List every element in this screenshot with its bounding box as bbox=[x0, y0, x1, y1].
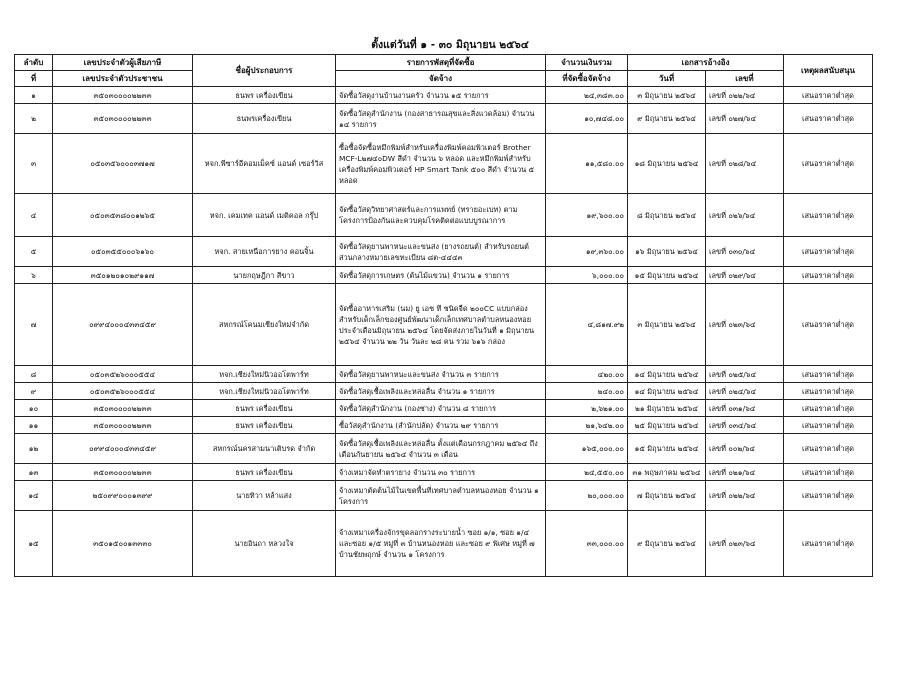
row-vendor-name: สหกรณ์นครสามนาเติบรด จำกัด bbox=[193, 434, 336, 464]
header-row-2 bbox=[15, 71, 873, 87]
row-vendor-name: ธนพร เครื่องเขียน bbox=[193, 464, 336, 481]
row-vendor-name: หจก.เชียงใหม่นิวออโตพาร์ท bbox=[193, 366, 336, 383]
row-tax-id: ๒๕๐๙๙๐๐๐๑๓๙๙ bbox=[53, 481, 193, 511]
row-ref-number: เลขที่ ๐๒๙/๖๔ bbox=[706, 267, 784, 284]
row-item-description: จ้างเหมาเครื่องจักรขุดลอกรางระบายน้ำ ซอย ๑/๑, ซอย ๑/๔ และซอย ๑/๕ หมู่ที่ ๓ บ้านหนองหอย และซอย ๙ พิเศษ หมู่ที่ ๗ บ้านชัยพฤกษ์ จำนวน ๑ โครงการ bbox=[336, 511, 546, 577]
header-seq-2: ที่ bbox=[15, 71, 53, 87]
table-row bbox=[15, 104, 873, 134]
row-tax-id: ๓๕๐๓๐๐๐๐๒๒๓๓ bbox=[53, 400, 193, 417]
row-vendor-name: นายกฤษฎีกา สีขาว bbox=[193, 267, 336, 284]
header-id-2: เลขประจำตัวประชาชน bbox=[53, 71, 193, 87]
row-reason: เสนอราคาต่ำสุด bbox=[784, 134, 873, 194]
row-ref-number: เลขที่ ๐๒๗/๖๔ bbox=[706, 104, 784, 134]
row-tax-id: ๓๕๐๓๐๐๐๐๒๒๓๓ bbox=[53, 417, 193, 434]
row-item-description: จัดซื้อวัสดุการเกษตร (ต้นไม้แขวน) จำนวน ๑ รายการ bbox=[336, 267, 546, 284]
row-vendor-name: หจก. สายเหนือการยาง คอนจิ้น bbox=[193, 237, 336, 267]
row-date: ๑๘ มิถุนายน ๒๕๖๔ bbox=[628, 134, 706, 194]
row-vendor-name: หจก.เชียงใหม่นิวออโตพาร์ท bbox=[193, 383, 336, 400]
row-date: ๓ มิถุนายน ๒๕๖๔ bbox=[628, 87, 706, 104]
row-number: ๖ bbox=[15, 267, 53, 284]
table-row bbox=[15, 481, 873, 511]
table-row bbox=[15, 194, 873, 237]
row-ref-number: เลขที่ ๐๒๒/๖๔ bbox=[706, 87, 784, 104]
procurement-table bbox=[14, 54, 873, 577]
header-reason: เหตุผลสนับสนุน bbox=[784, 55, 873, 87]
row-vendor-name: หจก.พีซาร์อีคอมเม็คซ์ แอนด์ เซอร์วิส bbox=[193, 134, 336, 194]
row-reason: เสนอราคาต่ำสุด bbox=[784, 383, 873, 400]
row-date: ๑๖ มิถุนายน ๒๕๖๔ bbox=[628, 237, 706, 267]
row-amount: ๔,๘๑๗.๙๒ bbox=[546, 284, 628, 366]
table-row bbox=[15, 383, 873, 400]
row-tax-id: ๓๕๐๑๕๐๐๑๓๓๓๐ bbox=[53, 511, 193, 577]
row-tax-id: ๐๙๙๔๐๐๐๔๓๓๔๕๙ bbox=[53, 434, 193, 464]
row-tax-id: ๐๕๐๓๕๕๐๐๐๖๑๖๐ bbox=[53, 237, 193, 267]
row-tax-id: ๐๕๐๓๕๒๖๐๐๐๕๕๔ bbox=[53, 366, 193, 383]
row-date: ๙ มิถุนายน ๒๕๖๔ bbox=[628, 511, 706, 577]
row-number: ๑๔ bbox=[15, 481, 53, 511]
row-amount: ๑๖๕,๐๐๐.๐๐ bbox=[546, 434, 628, 464]
row-reason: เสนอราคาต่ำสุด bbox=[784, 366, 873, 383]
row-date: ๑๕ มิถุนายน ๒๕๖๔ bbox=[628, 434, 706, 464]
row-reason: เสนอราคาต่ำสุด bbox=[784, 284, 873, 366]
row-ref-number: เลขที่ ๐๒๖/๖๔ bbox=[706, 194, 784, 237]
header-date: วันที่ bbox=[628, 71, 706, 87]
header-amount-1: จำนวนเงินรวม bbox=[546, 55, 628, 71]
row-vendor-name: ธนพร เครื่องเขียน bbox=[193, 400, 336, 417]
row-item-description: จัดซื้อวัสดุวิทยาศาสตร์และการแพทย์ (ทรายอะเบท) ตามโครงการป้องกันและควบคุมโรคติดต่อแบบบูรณาการ bbox=[336, 194, 546, 237]
row-number: ๑๒ bbox=[15, 434, 53, 464]
row-reason: เสนอราคาต่ำสุด bbox=[784, 237, 873, 267]
header-amount-2: ที่จัดซื้อจัดจ้าง bbox=[546, 71, 628, 87]
row-item-description: จัดซื้อวัสดุงานบ้านงานครัว จำนวน ๑๕ รายการ bbox=[336, 87, 546, 104]
row-date: ๓๑ พฤษภาคม ๒๕๖๔ bbox=[628, 464, 706, 481]
row-reason: เสนอราคาต่ำสุด bbox=[784, 194, 873, 237]
row-tax-id: ๓๕๐๓๐๐๐๐๒๒๓๓ bbox=[53, 464, 193, 481]
row-item-description: จ้างเหมาจัดทำตรายาง จำนวน ๓๐ รายการ bbox=[336, 464, 546, 481]
row-vendor-name: สหกรณ์โคนมเชียงใหม่จำกัด bbox=[193, 284, 336, 366]
row-ref-number: เลขที่ ๐๒๔/๖๔ bbox=[706, 383, 784, 400]
row-tax-id: ๐๕๐๓๕๓๘๐๐๑๒๖๕ bbox=[53, 194, 193, 237]
document-title: ตั้งแต่วันที่ ๑ - ๓๐ มิถุนายน ๒๕๖๔ bbox=[371, 39, 529, 51]
header-item-1: รายการพัสดุที่จัดซื้อ bbox=[336, 55, 546, 71]
row-tax-id: ๐๙๙๔๐๐๐๔๓๓๔๕๙ bbox=[53, 284, 193, 366]
row-amount: ๒๑,๖๔๒.๐๐ bbox=[546, 417, 628, 434]
row-amount: ๓๓,๐๐๐.๐๐ bbox=[546, 511, 628, 577]
row-number: ๕ bbox=[15, 237, 53, 267]
row-amount: ๒๔,๕๕๐.๐๐ bbox=[546, 464, 628, 481]
row-ref-number: เลขที่ ๐๒๒/๖๔ bbox=[706, 481, 784, 511]
row-amount: ๒,๖๒๑.๐๐ bbox=[546, 400, 628, 417]
row-item-description: จัดซื้อวัสดุสำนักงาน (กองสาธารณสุขและสิ่งแวดล้อม) จำนวน ๑๔ รายการ bbox=[336, 104, 546, 134]
row-reason: เสนอราคาต่ำสุด bbox=[784, 481, 873, 511]
row-number: ๒ bbox=[15, 104, 53, 134]
row-date: ๑๔ มิถุนายน ๒๕๖๔ bbox=[628, 366, 706, 383]
row-amount: ๒๐,๐๐๐.๐๐ bbox=[546, 481, 628, 511]
row-reason: เสนอราคาต่ำสุด bbox=[784, 434, 873, 464]
header-item-2: จัดจ้าง bbox=[336, 71, 546, 87]
row-amount: ๒๔๐.๐๐ bbox=[546, 383, 628, 400]
row-number: ๙ bbox=[15, 383, 53, 400]
row-number: ๑๐ bbox=[15, 400, 53, 417]
table-row bbox=[15, 400, 873, 417]
row-date: ๑๔ มิถุนายน ๒๕๖๔ bbox=[628, 383, 706, 400]
row-reason: เสนอราคาต่ำสุด bbox=[784, 417, 873, 434]
row-reason: เสนอราคาต่ำสุด bbox=[784, 87, 873, 104]
row-item-description: จัดซื้อวัสดุยานพาหนะและขนส่ง (ยางรถยนต์) สำหรับรถยนต์ส่วนกลางหมายเลขทะเบียน ๘ต-๔๔๔๓ bbox=[336, 237, 546, 267]
table-row bbox=[15, 464, 873, 481]
row-date: ๘ มิถุนายน ๒๕๖๔ bbox=[628, 194, 706, 237]
row-vendor-name: ธนพร เครื่องเขียน bbox=[193, 87, 336, 104]
table-body bbox=[15, 87, 873, 577]
row-reason: เสนอราคาต่ำสุด bbox=[784, 511, 873, 577]
row-amount: ๑๙,๓๖๐.๐๐ bbox=[546, 237, 628, 267]
row-vendor-name: หจก. เคมเทค แอนด์ เมดิคอล กรุ๊ป bbox=[193, 194, 336, 237]
row-amount: ๖,๐๐๐.๐๐ bbox=[546, 267, 628, 284]
table-row bbox=[15, 511, 873, 577]
row-tax-id: ๓๕๐๑๒๐๑๐๒๙๑๑๗ bbox=[53, 267, 193, 284]
row-number: ๗ bbox=[15, 284, 53, 366]
row-ref-number: เลขที่ ๐๓๑/๖๔ bbox=[706, 400, 784, 417]
row-ref-number: เลขที่ ๐๒๑/๖๔ bbox=[706, 464, 784, 481]
row-amount: ๔๒๐.๐๐ bbox=[546, 366, 628, 383]
row-amount: ๑๐,๗๔๘.๐๐ bbox=[546, 104, 628, 134]
row-tax-id: ๓๕๐๓๐๐๐๐๒๒๓๓ bbox=[53, 87, 193, 104]
table-row bbox=[15, 134, 873, 194]
row-item-description: จัดซื้อวัสดุเชื้อเพลิงและหล่อลื่น จำนวน ๑ รายการ bbox=[336, 383, 546, 400]
row-number: ๑๑ bbox=[15, 417, 53, 434]
row-date: ๗ มิถุนายน ๒๕๖๔ bbox=[628, 481, 706, 511]
row-number: ๔ bbox=[15, 194, 53, 237]
row-reason: เสนอราคาต่ำสุด bbox=[784, 464, 873, 481]
row-ref-number: เลขที่ ๐๓๔/๖๔ bbox=[706, 417, 784, 434]
row-number: ๑๓ bbox=[15, 464, 53, 481]
row-ref-number: เลขที่ ๐๐๒/๖๔ bbox=[706, 434, 784, 464]
row-date: ๙ มิถุนายน ๒๕๖๔ bbox=[628, 104, 706, 134]
header-ref: เอกสารอ้างอิง bbox=[628, 55, 784, 71]
row-item-description: จ้างเหมาตัดต้นไม้ในเขตพื้นที่เทศบาลตำบลหนองหอย จำนวน ๑ โครงการ bbox=[336, 481, 546, 511]
row-tax-id: ๐๕๐๓๕๖๐๐๐๓๗๑๗ bbox=[53, 134, 193, 194]
table-row bbox=[15, 284, 873, 366]
row-reason: เสนอราคาต่ำสุด bbox=[784, 400, 873, 417]
row-ref-number: เลขที่ ๐๓๐/๖๔ bbox=[706, 237, 784, 267]
table-row bbox=[15, 267, 873, 284]
row-item-description: จัดซื้ออาหารเสริม (นม) ยู เอช ที ชนิดจืด ๒๐๐CC แบบกล่อง สำหรับเด็กเล็กของศูนย์พัฒนาเด็กเล็กเทศบาลตำบลหนองหอย ประจำเดือนมิถุนายน ๒๕๖๔ โดยจัดส่งภายในวันที่ ๑ มิถุนายน ๒๕๖๔ จำนวน ๒๒ วัน วันละ ๒๘ คน รวม ๖๑๖ กล่อง bbox=[336, 284, 546, 366]
header-number: เลขที่ bbox=[706, 71, 784, 87]
table-row bbox=[15, 417, 873, 434]
row-vendor-name: นายทิวา หล้าแสง bbox=[193, 481, 336, 511]
row-reason: เสนอราคาต่ำสุด bbox=[784, 104, 873, 134]
table-row bbox=[15, 434, 873, 464]
row-date: ๑๕ มิถุนายน ๒๕๖๔ bbox=[628, 267, 706, 284]
row-ref-number: เลขที่ ๐๒๘/๖๔ bbox=[706, 134, 784, 194]
row-number: ๘ bbox=[15, 366, 53, 383]
row-ref-number: เลขที่ ๐๒๓/๖๔ bbox=[706, 284, 784, 366]
row-item-description: จัดซื้อวัสดุยานพาหนะและขนส่ง จำนวน ๓ รายการ bbox=[336, 366, 546, 383]
row-number: ๑๕ bbox=[15, 511, 53, 577]
row-ref-number: เลขที่ ๐๒๓/๖๔ bbox=[706, 511, 784, 577]
table-row bbox=[15, 237, 873, 267]
row-ref-number: เลขที่ ๐๒๕/๖๔ bbox=[706, 366, 784, 383]
table-row bbox=[15, 87, 873, 104]
row-tax-id: ๓๕๐๓๐๐๐๐๒๒๓๓ bbox=[53, 104, 193, 134]
row-number: ๓ bbox=[15, 134, 53, 194]
row-item-description: ซื้อวัสดุสำนักงาน (สำนักปลัด) จำนวน ๒๙ รายการ bbox=[336, 417, 546, 434]
header-row-1 bbox=[15, 55, 873, 71]
header-id-1: เลขประจำตัวผู้เสียภาษี bbox=[53, 55, 193, 71]
row-vendor-name: ธนพร เครื่องเขียน bbox=[193, 417, 336, 434]
header-name: ชื่อผู้ประกอบการ bbox=[193, 55, 336, 87]
row-item-description: จัดซื้อวัสดุเชื้อเพลิงและหล่อลื่น ตั้งแต่เดือนกรกฎาคม ๒๕๖๔ ถึงเดือนกันยายน ๒๕๖๔ จำนวน ๓ เดือน bbox=[336, 434, 546, 464]
row-date: ๒๕ มิถุนายน ๒๕๖๔ bbox=[628, 417, 706, 434]
row-reason: เสนอราคาต่ำสุด bbox=[784, 267, 873, 284]
row-date: ๒๑ มิถุนายน ๒๕๖๔ bbox=[628, 400, 706, 417]
row-amount: ๑๙,๖๐๐.๐๐ bbox=[546, 194, 628, 237]
row-item-description: จัดซื้อวัสดุสำนักงาน (กองช่าง) จำนวน ๘ รายการ bbox=[336, 400, 546, 417]
row-date: ๓ มิถุนายน ๒๕๖๔ bbox=[628, 284, 706, 366]
row-number: ๑ bbox=[15, 87, 53, 104]
table-row bbox=[15, 366, 873, 383]
row-vendor-name: นายอินถา หลวงใจ bbox=[193, 511, 336, 577]
header-seq-1: ลำดับ bbox=[15, 55, 53, 71]
row-tax-id: ๐๕๐๓๕๒๖๐๐๐๕๕๔ bbox=[53, 383, 193, 400]
row-amount: ๑๑,๕๘๐.๐๐ bbox=[546, 134, 628, 194]
row-amount: ๒๔,๓๘๓.๐๐ bbox=[546, 87, 628, 104]
row-vendor-name: ธนพรเครื่องเขียน bbox=[193, 104, 336, 134]
row-item-description: ซื้อซื้อจัดซื้อหมึกพิมพ์สำหรับเครื่องพิมพ์คอมพิวเตอร์ Brother MCF-L๒๗๔๐DW สีดำ จำนวน ๖ หลอด และหมึกพิมพ์สำหรับเครื่องพิมพ์คอมพิวเตอร์ HP Smart Tank ๕๐๐ สีดำ จำนวน ๕ หลอด bbox=[336, 134, 546, 194]
